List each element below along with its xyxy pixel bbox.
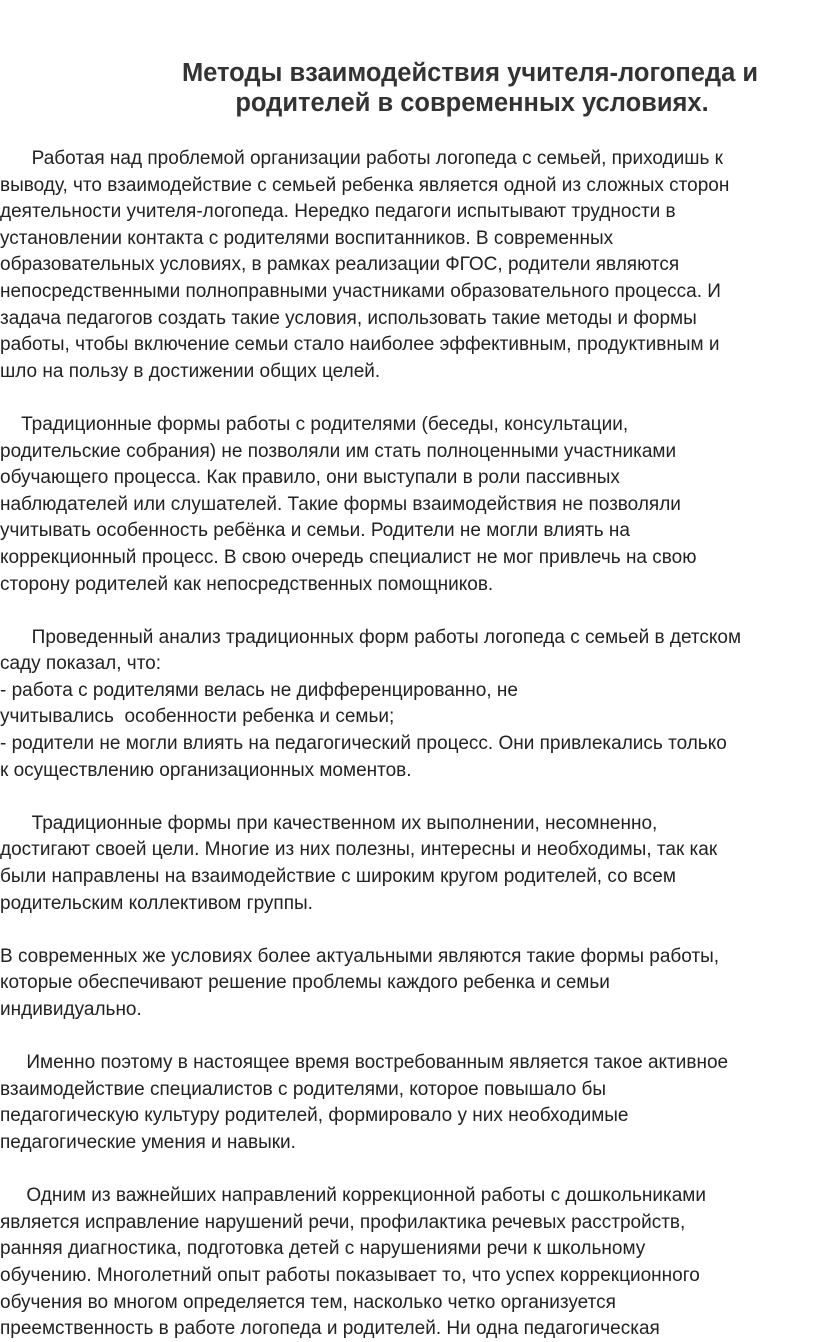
paragraph-3 [0, 625, 816, 785]
document-body [0, 146, 816, 1342]
text-line: учитывались особенности ребенка и семьи; [0, 706, 395, 728]
text-line: педагогические умения и навыки. [0, 1131, 296, 1153]
list-item: - родители не могли влиять на педагогический процесс. Они привлекались только [0, 733, 727, 755]
paragraph-4 [0, 811, 816, 917]
text-line: ранняя диагностика, подготовка детей с нарушениями речи к школьному [0, 1238, 646, 1260]
text-line: к осуществлению организационных моментов. [0, 759, 412, 781]
paragraph-7 [0, 1183, 816, 1342]
text-line: выводу, что взаимодействие с семьей ребенка является одной из сложных сторон [0, 174, 730, 196]
text-line: которые обеспечивают решение проблемы каждого ребенка и семьи [0, 972, 610, 994]
text-line: достигают своей цели. Многие из них полезны, интересны и необходимы, так как [0, 839, 718, 861]
text-line: педагогическую культуру родителей, формировало у них необходимые [0, 1105, 629, 1127]
text-line: является исправление нарушений речи, профилактика речевых расстройств, [0, 1211, 686, 1233]
text-line: родительским коллективом группы. [0, 892, 313, 914]
text-line: установлении контакта с родителями воспитанников. В современных [0, 227, 614, 249]
text-line: наблюдателей или слушателей. Такие формы взаимодействия не позволяли [0, 493, 681, 515]
text-line: задача педагогов создать такие условия, использовать такие методы и формы [0, 307, 697, 329]
document-title [0, 58, 816, 118]
text-line: преемственность в работе логопеда и родителей. Ни одна педагогическая [0, 1318, 660, 1340]
text-line: обучающего процесса. Как правило, они выступали в роли пассивных [0, 467, 620, 489]
text-line: родительские собрания) не позволяли им стать полноценными участниками [0, 440, 677, 462]
text-line: Одним из важнейших направлений коррекционной работы с дошкольниками [0, 1185, 706, 1207]
list-item: - работа с родителями велась не дифференцированно, не [0, 679, 518, 701]
text-line: В современных же условиях более актуальными являются такие формы работы, [0, 945, 720, 967]
text-line: обучения во многом определяется тем, насколько четко организуется [0, 1291, 616, 1313]
text-line: Проведенный анализ традиционных форм работы логопеда с семьей в детском [0, 626, 742, 648]
text-line: Работая над проблемой организации работы логопеда с семьей, приходишь к [0, 148, 723, 169]
text-line: деятельности учителя-логопеда. Нередко педагоги испытывают трудности в [0, 201, 676, 223]
title-line-2: родителей в современных условиях. [235, 89, 709, 117]
text-line: сторону родителей как непосредственных помощников. [0, 573, 494, 595]
text-line: Традиционные формы работы с родителями (беседы, консультации, [0, 413, 629, 435]
text-line: Традиционные формы при качественном их выполнении, несомненно, [0, 812, 658, 834]
paragraph-6 [0, 1050, 816, 1156]
text-line: были направлены на взаимодействие с широким кругом родителей, со всем [0, 866, 676, 888]
title-line-1: Методы взаимодействия учителя-логопеда и [181, 59, 759, 87]
text-line: взаимодействие специалистов с родителями, которое повышало бы [0, 1078, 607, 1100]
paragraph-5 [0, 944, 816, 1024]
text-line: индивидуально. [0, 999, 142, 1020]
text-line: коррекционный процесс. В свою очередь специалист не мог привлечь на свою [0, 546, 697, 568]
text-line: шло на пользу в достижении общих целей. [0, 360, 381, 382]
paragraph-2 [0, 412, 816, 598]
paragraph-1 [0, 146, 816, 385]
text-line: саду показал, что: [0, 653, 162, 675]
text-line: образовательных условиях, в рамках реализации ФГОС, родители являются [0, 254, 680, 276]
text-line: непосредственными полноправными участниками образовательного процесса. И [0, 280, 721, 302]
text-line: Именно поэтому в настоящее время востребованным является такое активное [0, 1052, 729, 1074]
text-line: работы, чтобы включение семьи стало наиболее эффективным, продуктивным и [0, 334, 720, 356]
text-line: учитывать особенность ребёнка и семьи. Родители не могли влиять на [0, 520, 630, 542]
text-line: обучению. Многолетний опыт работы показывает то, что успех коррекционного [0, 1264, 700, 1286]
